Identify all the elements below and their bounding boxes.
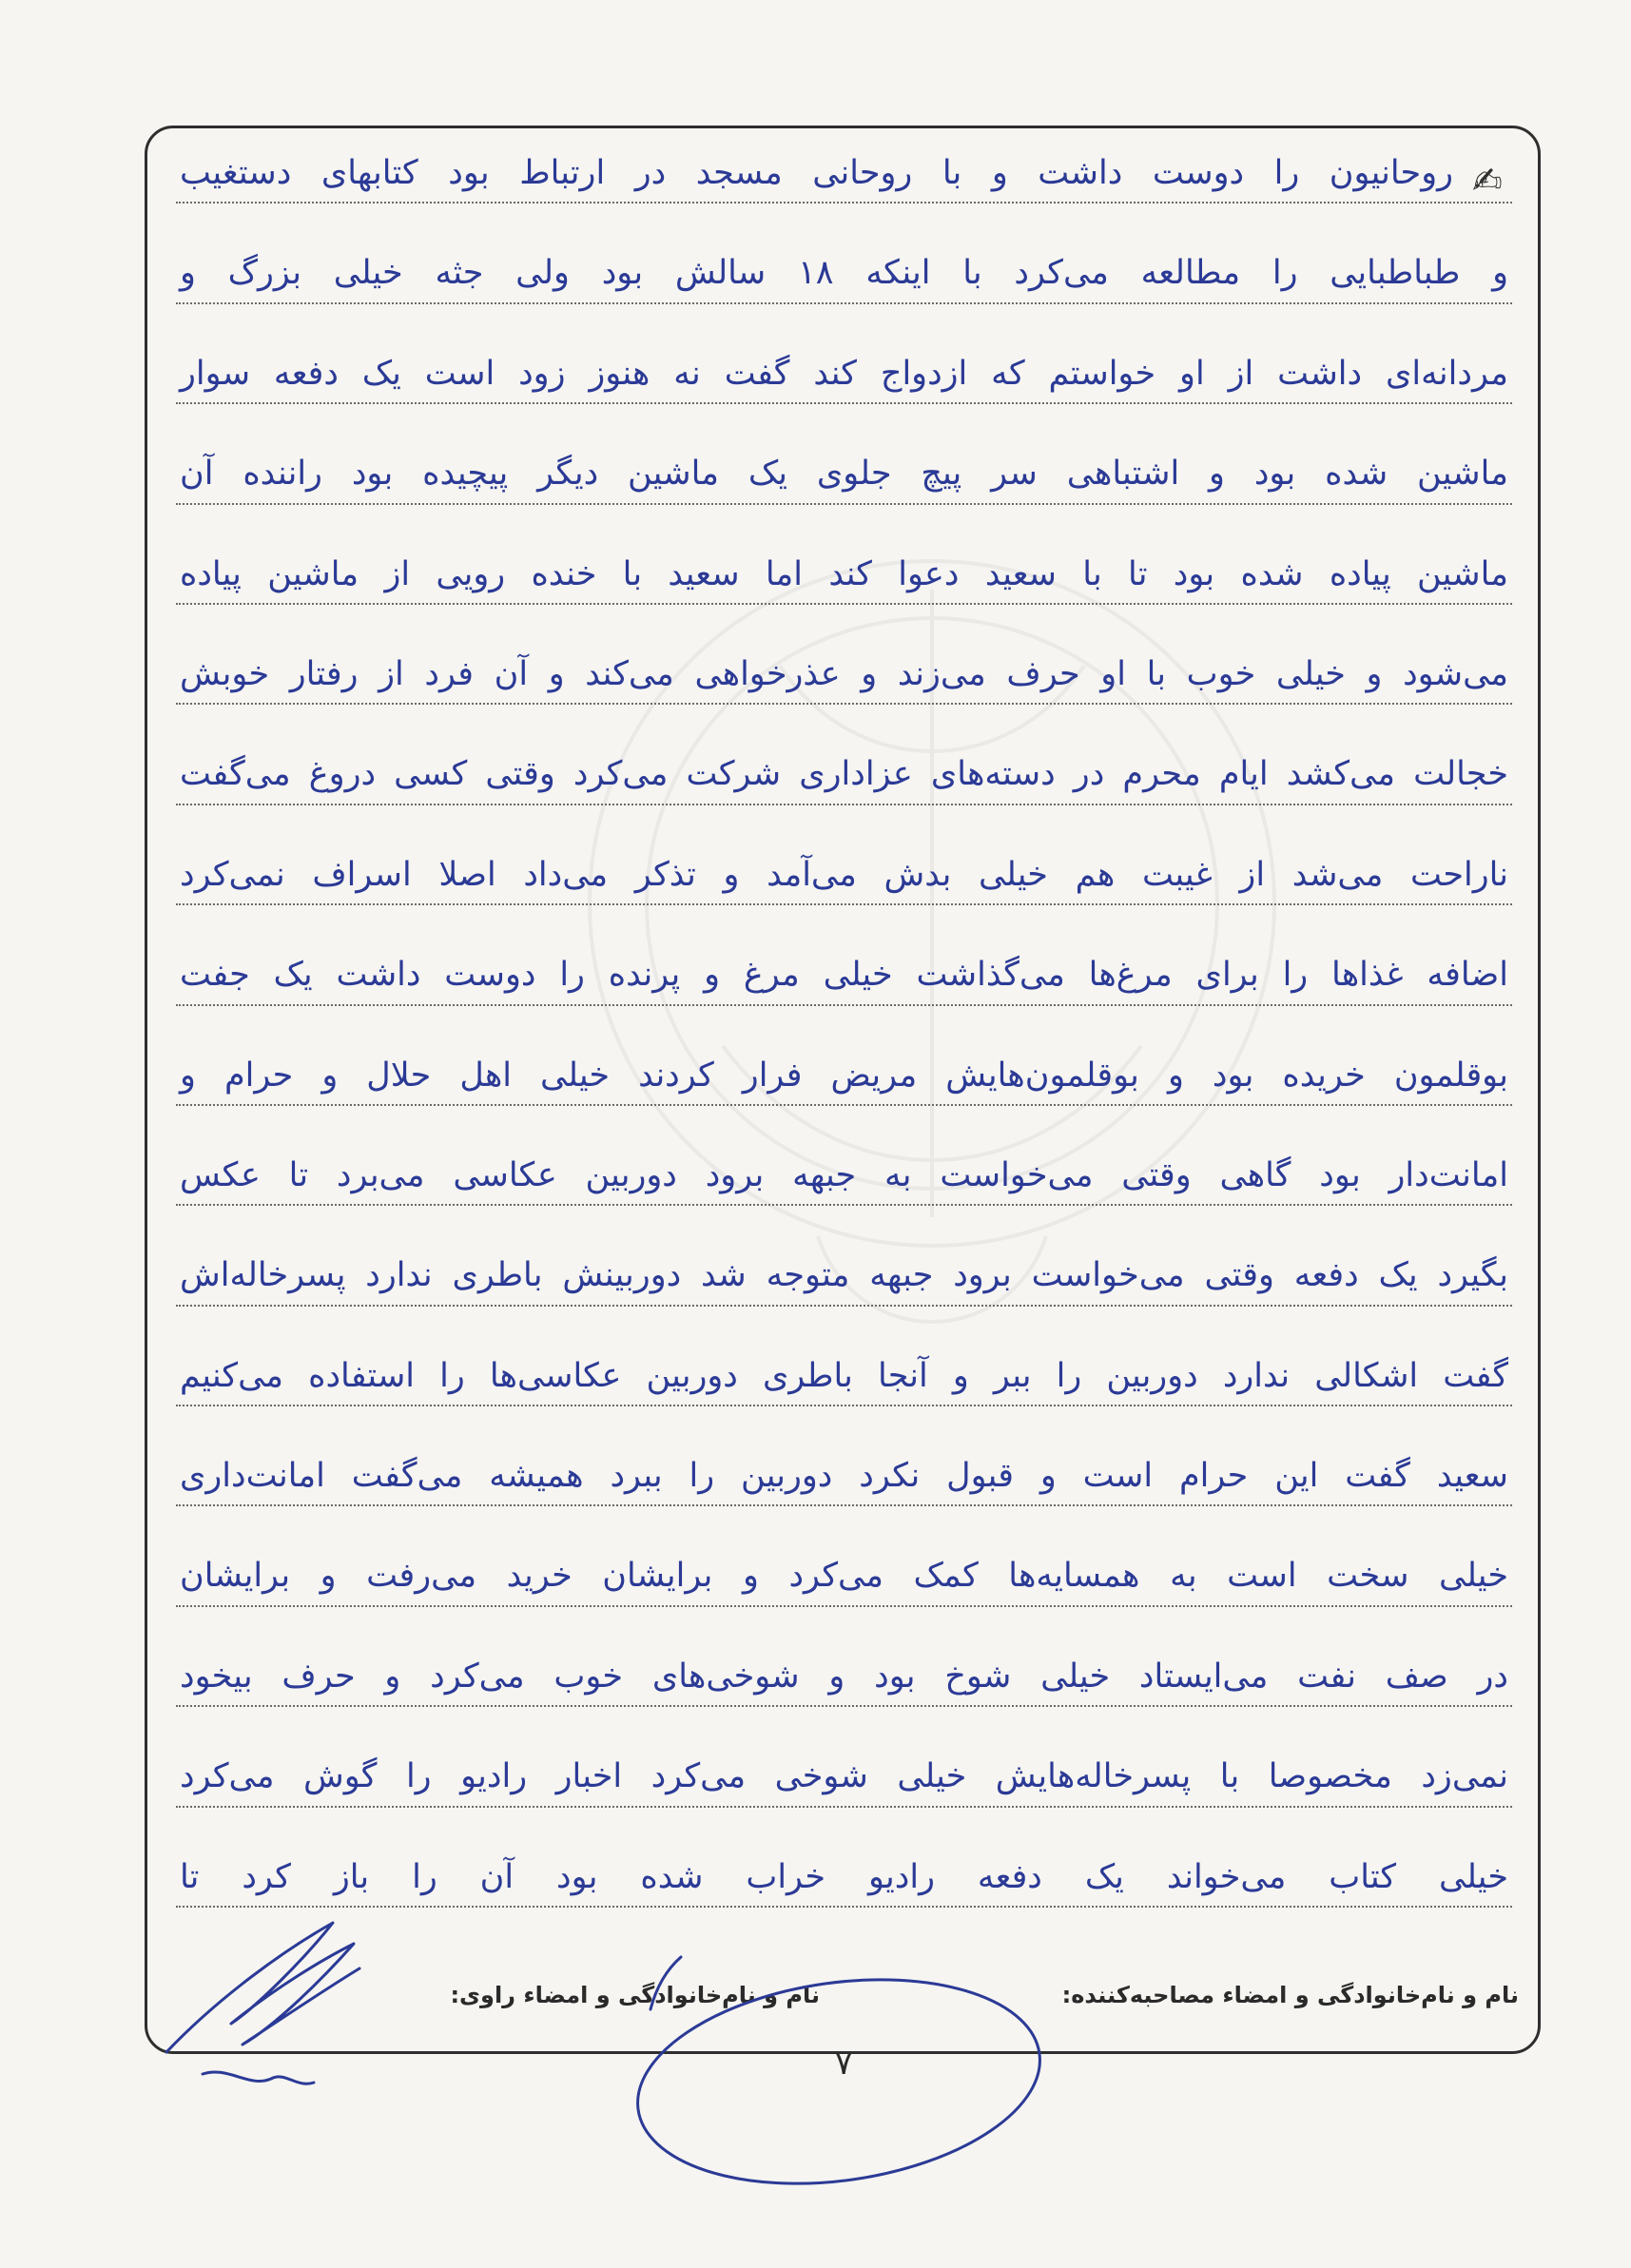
text-line: بوقلمون خریده بود و بوقلمون‌هایش مریض فرار کردند خیلی اهل حلال و حرام و [176, 1006, 1512, 1106]
narrator-signature-label: نام و نام‌خانوادگی و امضاء راوی: [450, 1982, 820, 2008]
text-line: اضافه غذاها را برای مرغ‌ها می‌گذاشت خیلی مرغ و پرنده را دوست داشت یک جفت [176, 905, 1512, 1005]
text-line: ماشین پیاده شده بود تا با سعید دعوا کند اما سعید با خنده رویی از ماشین پیاده [176, 505, 1512, 605]
text-line: بگیرد یک دفعه وقتی می‌خواست برود جبهه متوجه شد دوربینش باطری ندارد پسرخاله‌اش [176, 1206, 1512, 1306]
signature-underline [203, 2072, 314, 2084]
text-line: خیلی کتاب می‌خواند یک دفعه رادیو خراب شده بود آن را باز کرد تا [176, 1808, 1512, 1908]
text-line: خجالت می‌کشد ایام محرم در دسته‌های عزاداری شرکت می‌کرد وقتی کسی دروغ می‌گفت [176, 705, 1512, 804]
text-line: ناراحت می‌شد از غیبت هم خیلی بدش می‌آمد و تذکر می‌داد اصلا اسراف نمی‌کرد [176, 805, 1512, 905]
text-line: و طباطبایی را مطالعه می‌کرد با اینکه ۱۸ سالش بود ولی جثه خیلی بزرگ و [176, 204, 1512, 303]
text-line: خیلی سخت است به همسایه‌ها کمک می‌کرد و برایشان خرید می‌رفت و برایشان [176, 1506, 1512, 1606]
text-line: سعید گفت این حرام است و قبول نکرد دوربین را ببرد همیشه می‌گفت امانت‌داری [176, 1406, 1512, 1506]
text-line: می‌شود و خیلی خوب با او حرف می‌زند و عذرخواهی می‌کند و آن فرد از رفتار خوبش [176, 605, 1512, 705]
writing-hand-icon: ✍ [1472, 160, 1503, 202]
page-number: ۷ [835, 2045, 853, 2083]
interviewer-signature-label: نام و نام‌خانوادگی و امضاء مصاحبه‌کننده: [1061, 1982, 1519, 2008]
text-line: مردانه‌ای داشت از او خواستم که ازدواج کند گفت نه هنوز زود است یک دفعه سوار [176, 304, 1512, 404]
text-line: ماشین شده بود و اشتباهی سر پیچ جلوی یک ماشین دیگر پیچیده بود راننده آن [176, 404, 1512, 504]
handwritten-text-body [176, 104, 1512, 1908]
text-line: نمی‌زد مخصوصا با پسرخاله‌هایش خیلی شوخی می‌کرد اخبار رادیو را گوش می‌کرد [176, 1707, 1512, 1807]
text-line: امانت‌دار بود گاهی وقتی می‌خواست به جبهه برود دوربین عکاسی می‌برد تا عکس [176, 1106, 1512, 1206]
text-line: در صف نفت می‌ایستاد خیلی شوخ بود و شوخی‌های خوب می‌کرد و حرف بیخود [176, 1607, 1512, 1707]
text-line: روحانیون را دوست داشت و با روحانی مسجد در ارتباط بود کتابهای دستغیب [176, 104, 1512, 204]
text-line: گفت اشکالی ندارد دوربین را ببر و آنجا باطری دوربین عکاسی‌ها را استفاده می‌کنیم [176, 1307, 1512, 1406]
